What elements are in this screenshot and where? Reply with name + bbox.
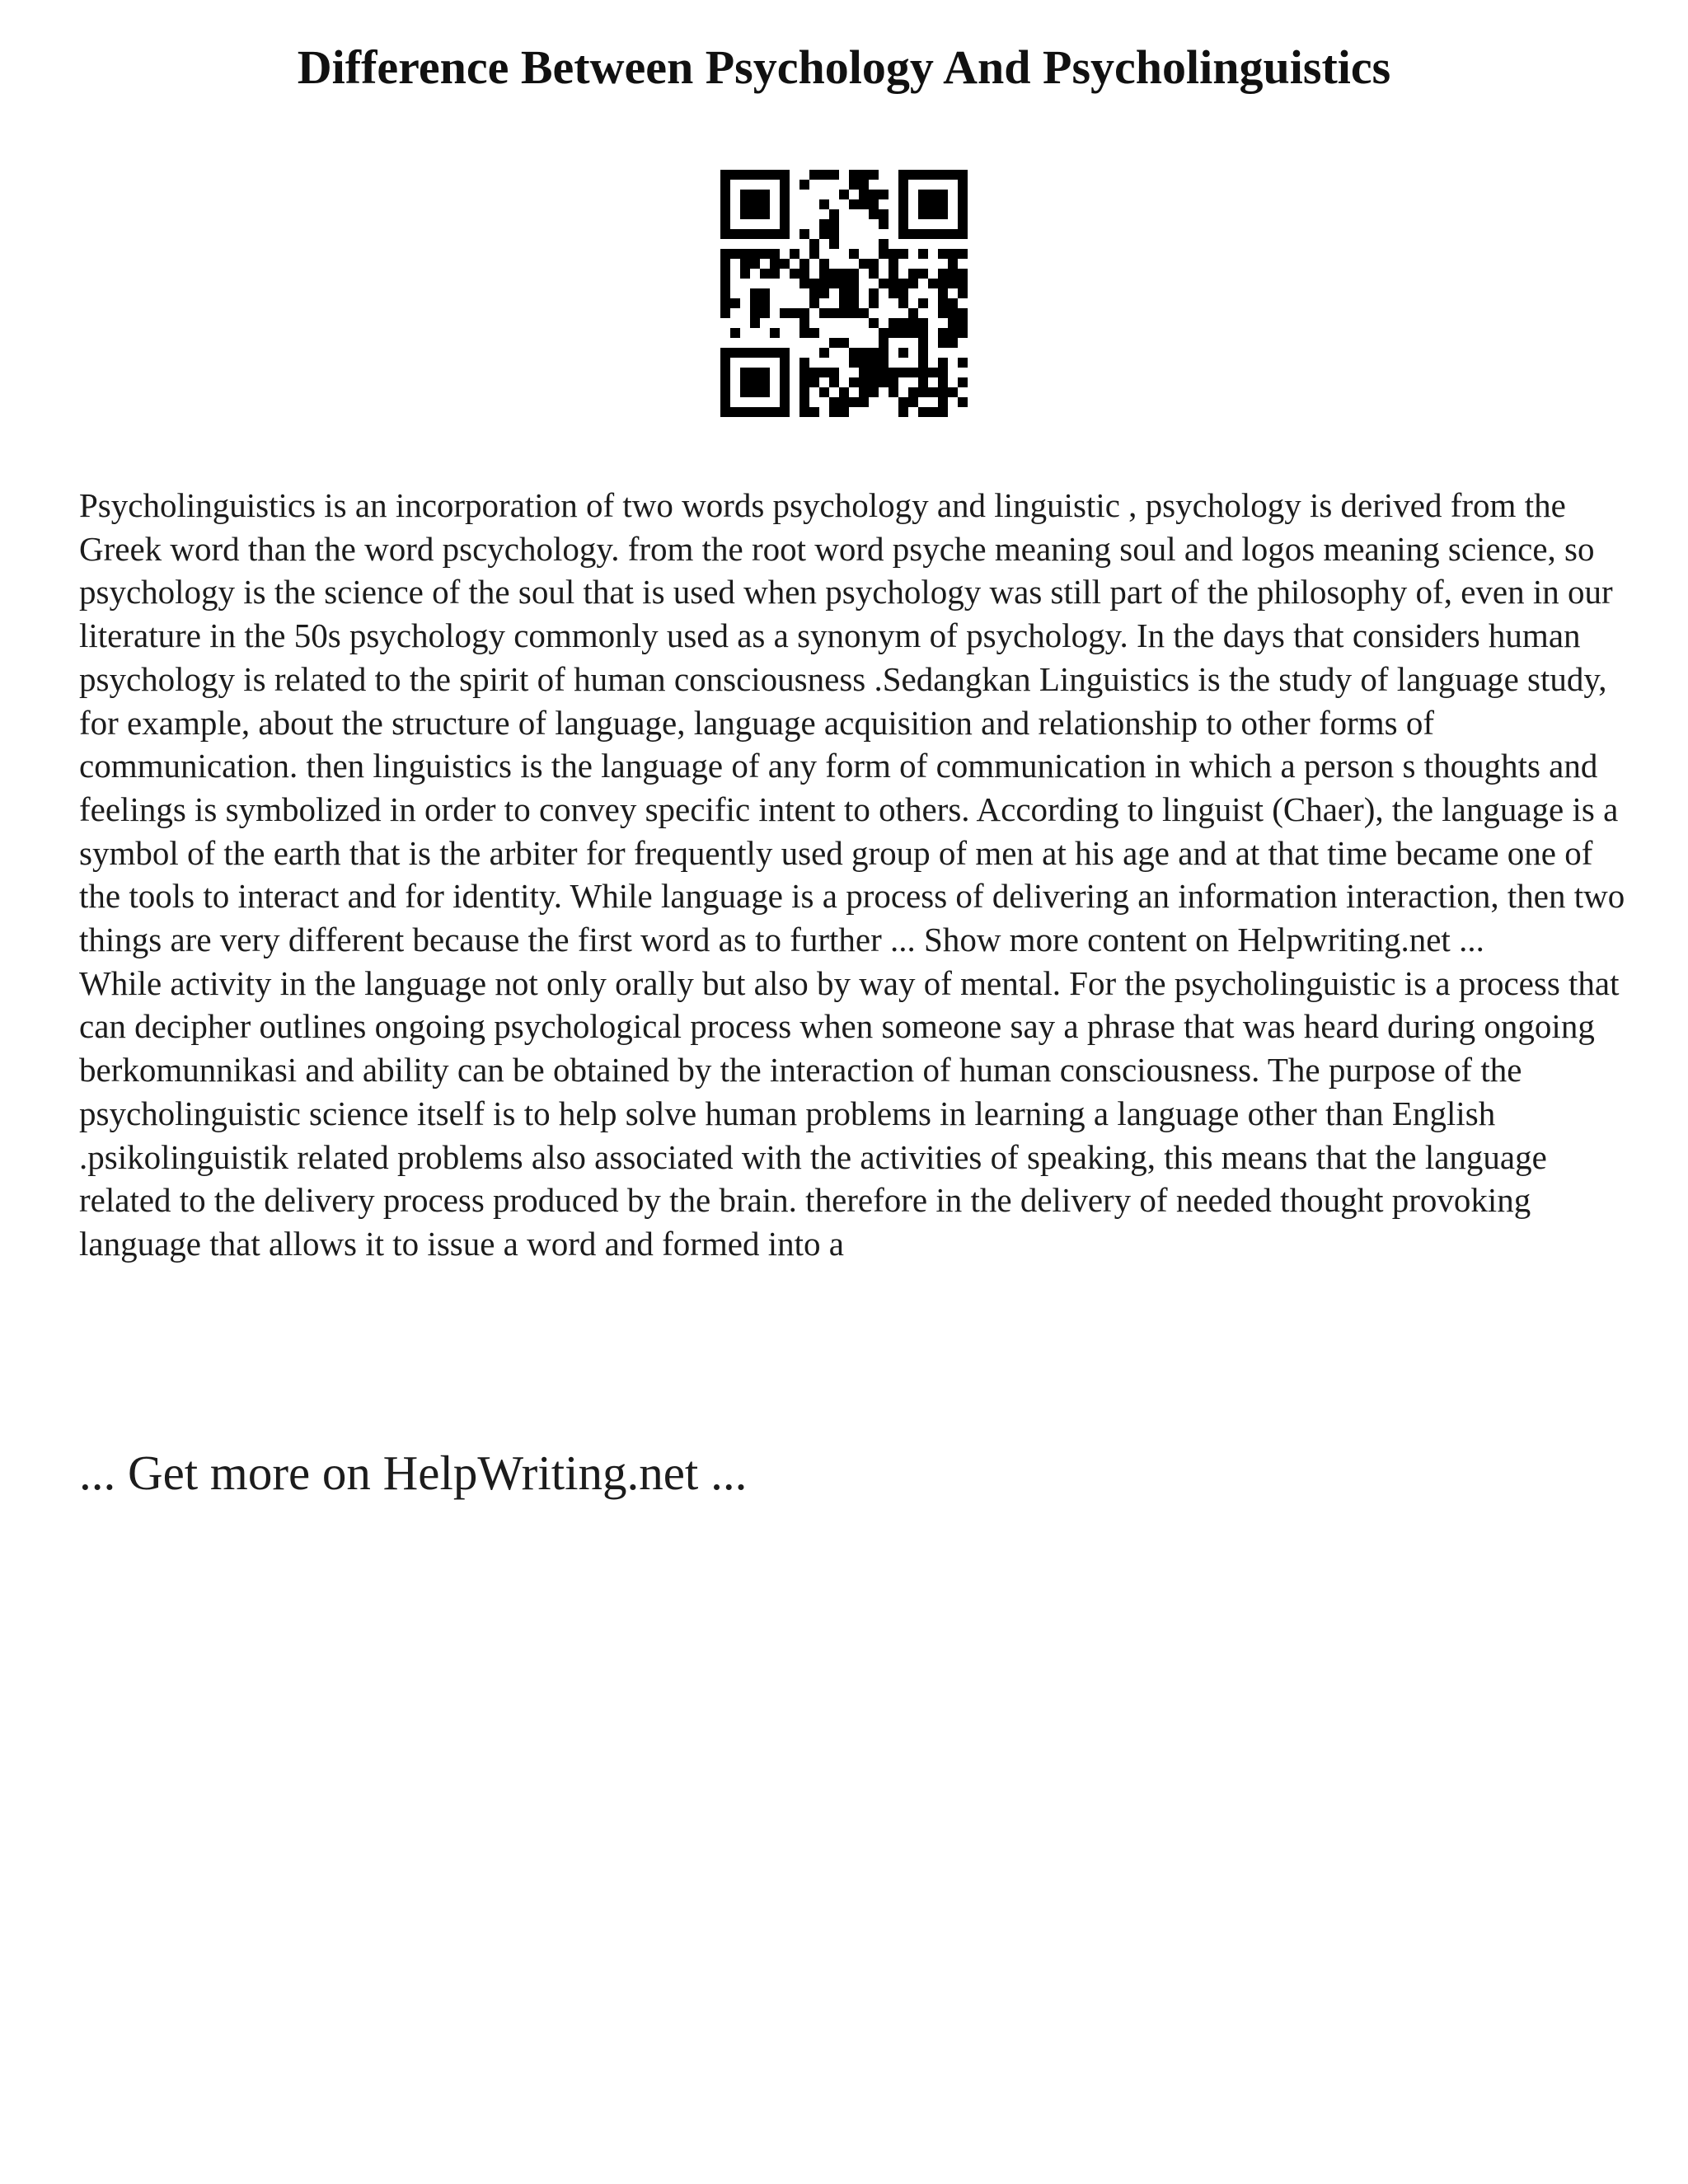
paragraph-2: While activity in the language not only orally but also by way of mental. For the psycholinguistic is a process that can decipher outlines ongoing psychological process when someone say a phrase that was heard during ongoing berkomunnikasi and ability can be obtained by the interaction of human consciousness. The purpose of the psycholinguistic science itself is to help solve human problems in learning a language other than English .psikolinguistik related problems also associated with the activities of speaking, this means that the language related to the delivery process produced by the brain. therefore in the delivery of needed thought provoking language that allows it to issue a word and formed into a [79, 963, 1620, 1263]
get-more-link[interactable]: ... Get more on HelpWriting.net ... [79, 1446, 748, 1500]
page-title: Difference Between Psychology And Psycholinguistics [297, 40, 1391, 94]
article-body [79, 484, 1629, 1266]
qr-code-icon [720, 170, 968, 417]
paragraph-1: Psycholinguistics is an incorporation of two words psychology and linguistic , psychology is derived from the Greek word than the word pscychology. from the root word psyche meaning soul and logos meaning science, so psychology is the science of the soul that is used when psychology was still part of the philosophy of, even in our literature in the 50s psychology commonly used as a synonym of psychology. In the days that considers human psychology is related to the spirit of human consciousness .Sedangkan Linguistics is the study of language study, for example, about the structure of language, language acquisition and relationship to other forms of communication. then linguistics is the language of any form of communication in which a person s thoughts and feelings is symbolized in order to convey specific intent to others. According to linguist (Chaer), the language is a symbol of the earth that is the arbiter for frequently used group of men at his age and at that time became one of the tools to interact and for identity. While language is a process of delivering an information interaction, then two things are very different because the first word as to further ... Show more content on Helpwriting.net ... [79, 486, 1625, 959]
